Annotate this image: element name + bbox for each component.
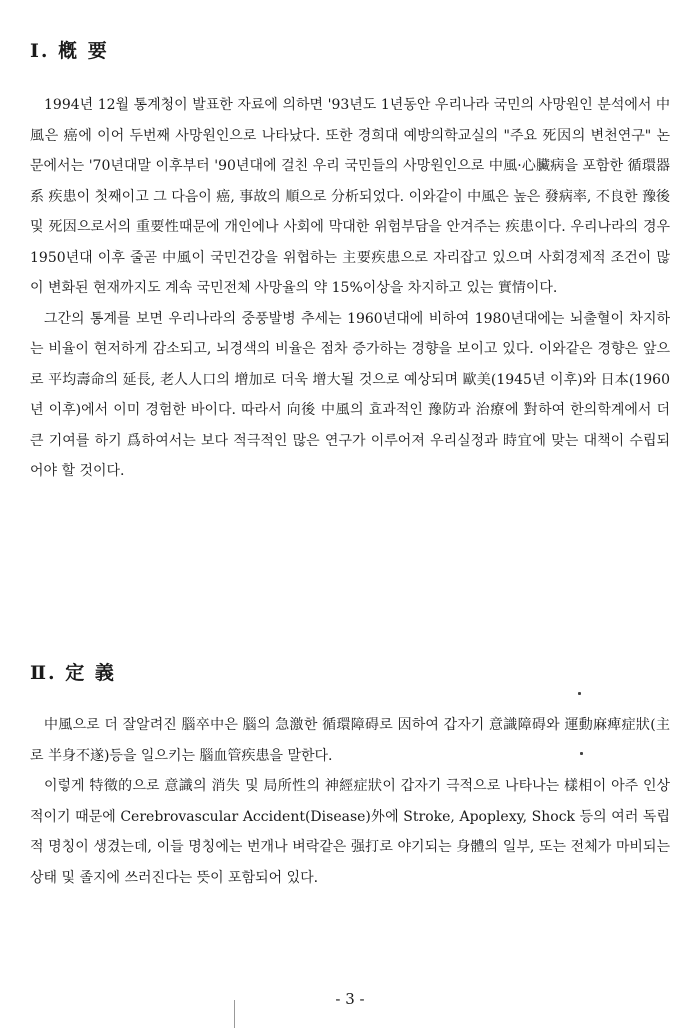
paragraph: 中風으로 더 잘알려진 腦卒中은 腦의 急激한 循環障碍로 因하여 갑자기 意識障碍와 運動麻痺症狀(主로 半身不遂)등을 일으키는 腦血管疾患을 말한다. — [30, 717, 670, 764]
paragraph: 그간의 통계를 보면 우리나라의 중풍발병 추세는 1960년대에 비하여 1980년대에는 뇌출혈이 차지하는 비율이 현저하게 감소되고, 뇌경색의 비율은 점차 증가하는 경향을 보이고 있다. 이와같은 경향은 앞으로 平均壽命의 延長, 老人人口의 增加로 더욱 增大될 것으로 예상되며 歐美(1945년 이후)와 日本(1960년 이후)에서 이미 경험한 바이다. 따라서 向後 中風의 효과적인 豫防과 治療에 對하여 한의학계에서 더 큰 기여를 하기 爲하여서는 보다 적극적인 많은 연구가 이루어져 우리실정과 時宜에 맞는 대책이 수립되어야 할 것이다. — [30, 310, 670, 479]
scan-speck — [580, 752, 583, 755]
section-body-definition — [30, 710, 670, 893]
paragraph: 1994년 12월 통계청이 발표한 자료에 의하면 '93년도 1년동안 우리나라 국민의 사망원인 분석에서 中風은 癌에 이어 두번째 사망원인으로 나타났다. 또한 경희대 예방의학교실의 "주요 死因의 변천연구" 논문에서는 '70년대말 이후부터 '90년대에 걸친 우리 국민들의 사망원인으로 中風·心臟病을 포함한 循環器系 疾患이 첫째이고 그 다음이 癌, 事故의 順으로 分析되었다. 이와같이 中風은 높은 發病率, 不良한 豫後 및 死因으로서의 重要性때문에 개인에나 사회에 막대한 위험부담을 안겨주는 疾患이다. 우리나라의 경우 1950년대 이후 줄곧 中風이 국민건강을 위협하는 主要疾患으로 자리잡고 있으며 사회경제적 조건이 많이 변화된 현재까지도 계속 국민전체 사망율의 약 15%이상을 차지하고 있는 實情이다. — [30, 97, 670, 296]
scan-speck — [578, 692, 581, 695]
section-heading-overview: Ⅰ. 槪 要 — [30, 40, 109, 62]
paragraph: 이렇게 特徵的으로 意識의 消失 및 局所性의 神經症狀이 갑자기 극적으로 나타나는 樣相이 아주 인상적이기 때문에 Cerebrovascular Accident(Disease)外에 Stroke, Apoplexy, Shock 등의 여러 독립적 명칭이 생겼는데, 이들 명칭에는 번개나 벼락같은 强打로 야기되는 身體의 일부, 또는 전체가 마비되는 상태 및 졸지에 쓰러진다는 뜻이 포함되어 있다. — [30, 778, 670, 886]
section-body-overview — [30, 90, 670, 487]
section-heading-definition: Ⅱ. 定 義 — [30, 662, 116, 684]
page-number: - 3 - — [335, 990, 365, 1008]
